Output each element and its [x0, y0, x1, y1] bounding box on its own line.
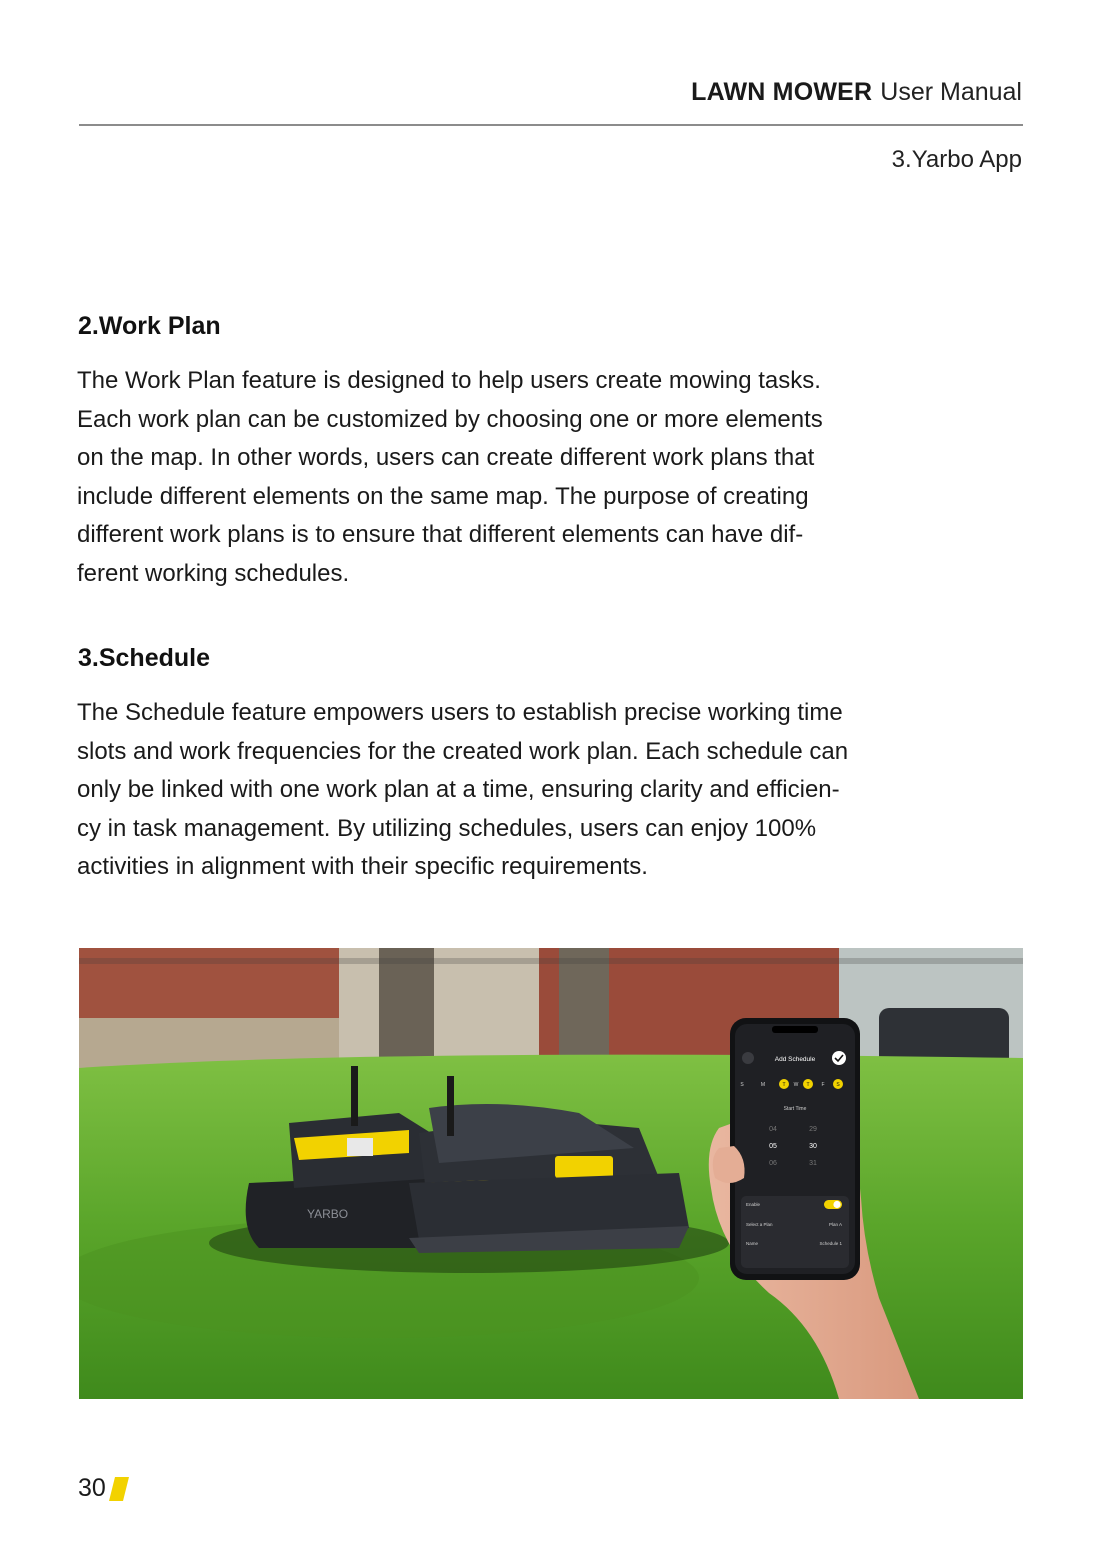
- header-brand: LAWN MOWER: [691, 78, 873, 106]
- phone-minute[interactable]: 30: [809, 1143, 817, 1150]
- work-plan-paragraph: [77, 362, 1027, 593]
- paragraph-line: ferent working schedules.: [77, 559, 350, 587]
- phone-hour[interactable]: 05: [769, 1143, 777, 1150]
- phone-row-value[interactable]: Schedule 1: [819, 1241, 842, 1246]
- phone-day[interactable]: M: [760, 1082, 766, 1088]
- paragraph-line: The Work Plan feature is designed to help users create mowing tasks.: [77, 367, 821, 394]
- work-plan-heading: 2.Work Plan: [78, 312, 221, 340]
- paragraph-line: activities in alignment with their specific requirements.: [77, 853, 648, 880]
- phone-minute: 31: [809, 1160, 817, 1167]
- header-divider: [79, 124, 1023, 126]
- mower-brand-text: YARBO: [307, 1207, 349, 1221]
- phone-hour: 04: [769, 1126, 777, 1133]
- phone-day[interactable]: S: [836, 1082, 840, 1088]
- paragraph-line: different work plans is to ensure that different elements can have dif-: [77, 521, 804, 548]
- header-subtitle: User Manual: [880, 78, 1022, 106]
- paragraph-line: The Schedule feature empowers users to establish precise working time: [77, 699, 843, 726]
- phone-start-time-label: Start Time: [783, 1106, 807, 1112]
- phone-minute: 29: [809, 1126, 817, 1133]
- mower-photo: [79, 948, 1023, 1399]
- running-header: [691, 78, 1022, 107]
- page-accent-mark: [109, 1477, 129, 1501]
- paragraph-line: include different elements on the same map. The purpose of creating: [77, 482, 809, 510]
- paragraph-line: slots and work frequencies for the created work plan. Each schedule can: [77, 737, 849, 765]
- paragraph-line: cy in task management. By utilizing schedules, users can enjoy 100%: [77, 814, 817, 842]
- mower-illustration: [79, 948, 1023, 1399]
- paragraph-line: on the map. In other words, users can create different work plans that: [77, 444, 815, 471]
- schedule-heading: 3.Schedule: [78, 644, 210, 672]
- phone-day[interactable]: W: [793, 1082, 799, 1088]
- schedule-paragraph: [77, 694, 1027, 887]
- phone-row-label: Name: [746, 1241, 759, 1246]
- section-label: 3.Yarbo App: [891, 146, 1022, 173]
- phone-day[interactable]: F: [821, 1082, 825, 1088]
- phone-row-label: Select a Plan: [746, 1222, 773, 1227]
- paragraph-line: only be linked with one work plan at a time, ensuring clarity and efficien-: [77, 776, 840, 803]
- phone-day[interactable]: S: [740, 1082, 744, 1088]
- phone-row-label: Enable: [746, 1202, 761, 1207]
- phone-day[interactable]: T: [782, 1082, 786, 1088]
- phone-hour: 06: [769, 1160, 777, 1167]
- phone-screen-title: Add Schedule: [774, 1056, 816, 1063]
- phone-row-value[interactable]: Plan A: [828, 1222, 842, 1227]
- page-number: 30: [78, 1474, 106, 1502]
- paragraph-line: Each work plan can be customized by choosing one or more elements: [77, 405, 823, 433]
- phone-day[interactable]: T: [806, 1082, 810, 1088]
